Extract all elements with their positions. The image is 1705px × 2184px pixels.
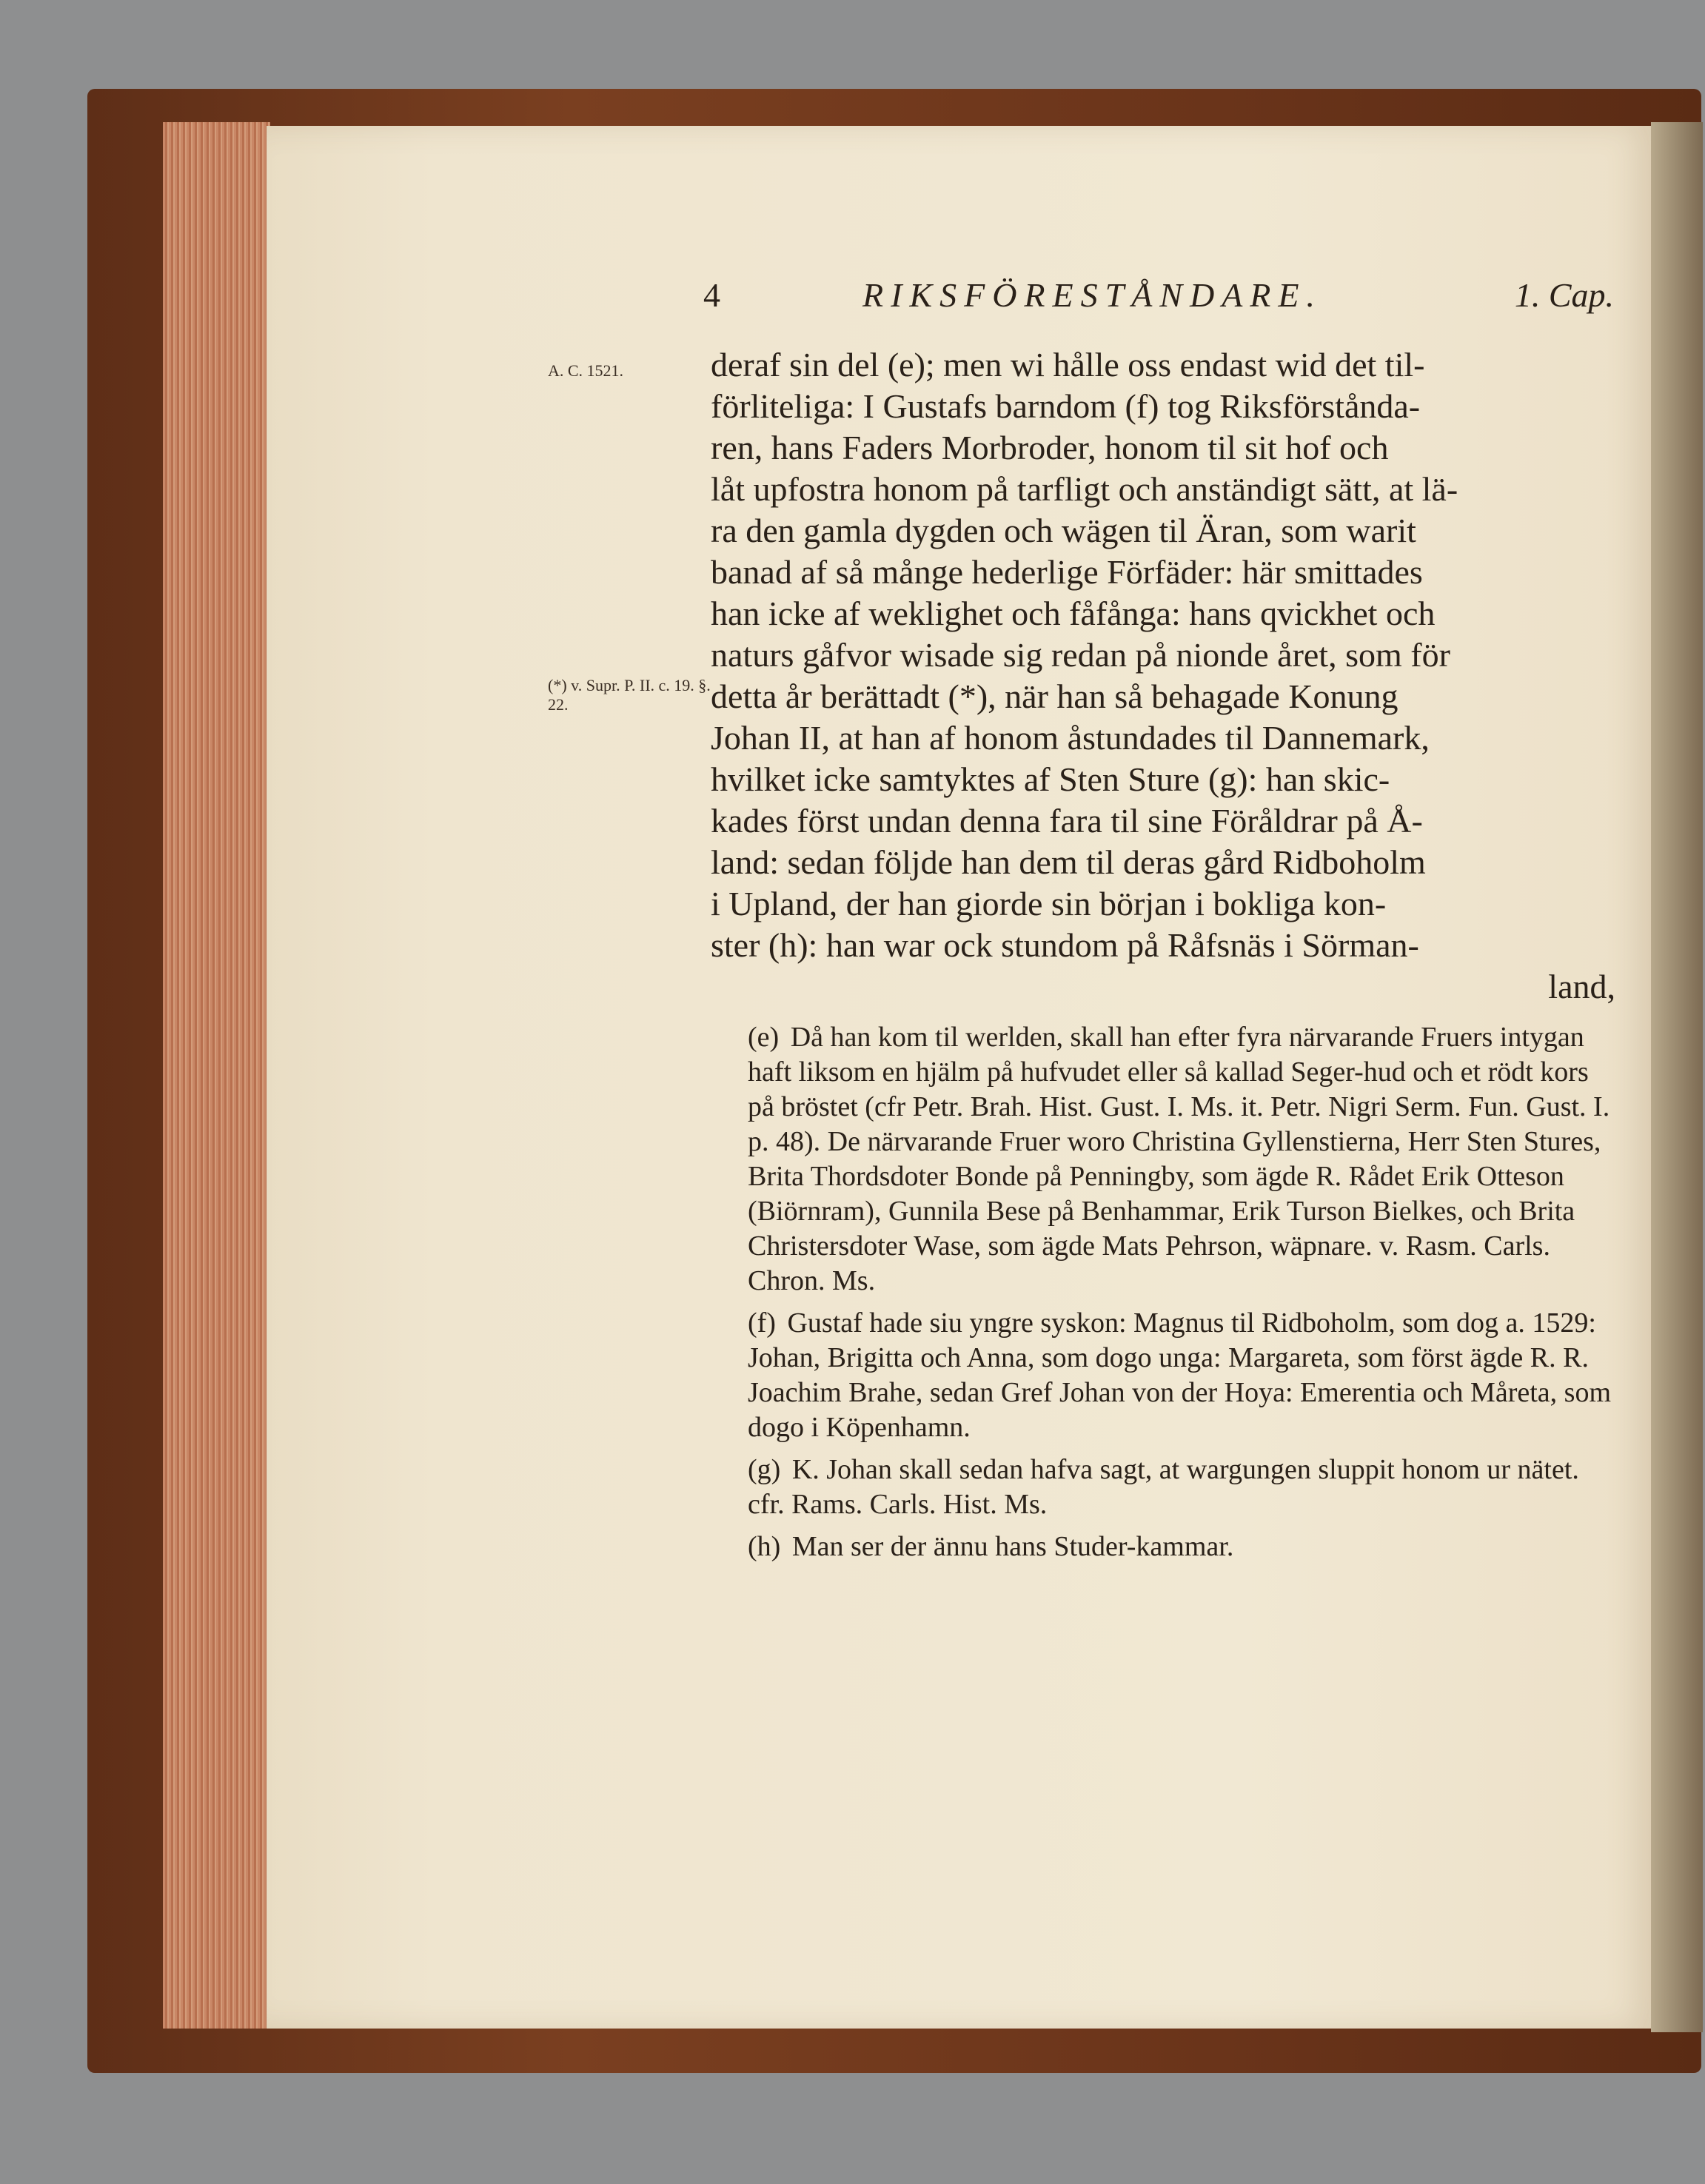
text-line: Johan II, at han af honom åstundades til Dannemark,: [711, 719, 1430, 757]
running-head: [703, 275, 1614, 320]
footnote-text: Gustaf hade siu yngre syskon: Magnus til Ridboholm, som dog a. 1529: Johan, Brigitta och Anna, som dogo unga: Margareta, som först ägde R. R. Joachim Brahe, sedan Gref Johan von der Hoya: Emerentia och Måreta, som dogo i Köpenhamn.: [748, 1307, 1611, 1443]
page-number: 4: [703, 276, 720, 314]
running-title: RIKSFÖRESTÅNDARE.: [862, 276, 1322, 314]
text-line: hvilket icke samtyktes af Sten Sture (g): han skic-: [711, 760, 1390, 798]
text-line: förliteliga: I Gustafs barndom (f) tog Riksförstånda-: [711, 387, 1421, 425]
chapter-label: 1. Cap.: [1514, 276, 1614, 314]
footnote-g: [748, 1453, 1615, 1522]
text-line: deraf sin del (e); men wi hålle oss endast wid det til-: [711, 346, 1425, 383]
footnote-h: [748, 1530, 1615, 1564]
footnotes: [748, 1020, 1615, 1572]
text-line: i Upland, der han giorde sin början i bokliga kon-: [711, 885, 1387, 922]
text-line: detta år berättadt (*), när han så behagade Konung: [711, 677, 1398, 715]
text-line: ster (h): han war ock stundom på Råfsnäs i Sörman-: [711, 926, 1419, 964]
footnote-mark: (h): [748, 1531, 781, 1562]
text-line: land: sedan följde han dem til deras gård Ridboholm: [711, 843, 1426, 881]
footnote-mark: (g): [748, 1454, 781, 1485]
text-line: naturs gåfvor wisade sig redan på nionde året, som för: [711, 636, 1450, 674]
footnote-mark: (e): [748, 1022, 780, 1053]
text-line: låt upfostra honom på tarfligt och anständigt sätt, at lä-: [711, 470, 1458, 508]
text-line: land,: [1548, 968, 1615, 1005]
margin-note-year: A. C. 1521.: [548, 361, 624, 380]
text-line: kades först undan denna fara til sine Föråldrar på Å-: [711, 802, 1423, 840]
footnote-e: [748, 1020, 1615, 1299]
footnote-text: Man ser der ännu hans Studer-kammar.: [791, 1531, 1234, 1562]
footnote-text: K. Johan skall sedan hafva sagt, at wargungen sluppit honom ur nätet. cfr. Rams. Carls. Hist. Ms.: [748, 1454, 1579, 1520]
text-line: han icke af weklighet och fåfånga: hans qvickhet och: [711, 594, 1436, 632]
text-line: ren, hans Faders Morbroder, honom til sit hof och: [711, 429, 1389, 466]
footnote-text: Då han kom til werlden, skall han efter fyra närvarande Fruers intygan haft liksom en hjälm på hufvudet eller så kallad Seger-hud och et rödt kors på bröstet (cfr Petr. Brah. Hist. Gust. I. Ms. it. Petr. Nigri Serm. Fun. Gust. I. p. 48). De närvarande Fruer woro Christina Gyllenstierna, Herr Sten Stures, Brita Thordsdoter Bonde på Penningby, som ägde R. Rådet Erik Otteson (Biörnram), Gunnila Bese på Benhammar, Erik Turson Bielkes, och Brita Christersdoter Wase, som ägde Mats Pehrson, wäpnare. v. Rasm. Carls. Chron. Ms.: [748, 1022, 1610, 1296]
text-line: ra den gamla dygden och wägen til Äran, som warit: [711, 512, 1416, 549]
text-line: banad af så månge hederlige Förfäder: här smittades: [711, 553, 1423, 591]
margin-note-reference: (*) v. Supr. P. II. c. 19. §. 22.: [548, 676, 711, 714]
footnote-mark: (f): [748, 1307, 776, 1339]
book-gutter: [1651, 122, 1703, 2032]
page-edges: [163, 122, 270, 2029]
footnote-f: [748, 1306, 1615, 1445]
main-text: [711, 344, 1615, 1008]
